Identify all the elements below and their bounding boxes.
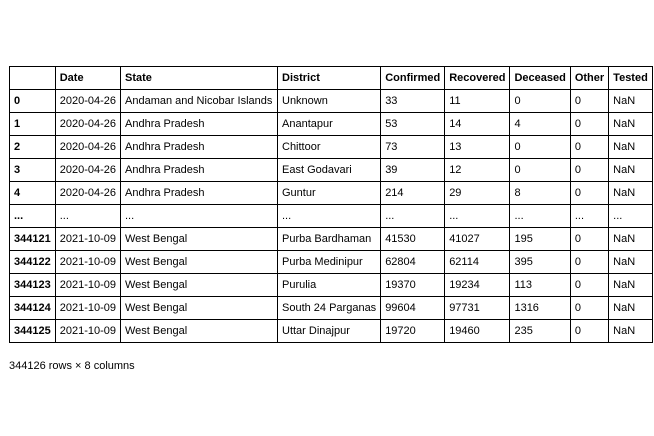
cell-other: 0 [570,182,608,205]
cell-recovered: ... [445,205,510,228]
column-header-district: District [278,67,381,90]
cell-recovered: 41027 [445,228,510,251]
cell-other: 0 [570,274,608,297]
cell-date: ... [55,205,120,228]
row-index-cell: 4 [10,182,56,205]
cell-other: 0 [570,90,608,113]
cell-state: West Bengal [121,297,278,320]
table-row [10,113,653,136]
cell-deceased: 4 [510,113,570,136]
cell-district: Chittoor [278,136,381,159]
cell-date: 2020-04-26 [55,136,120,159]
cell-confirmed: ... [381,205,445,228]
cell-other: 0 [570,228,608,251]
cell-district: Purulia [278,274,381,297]
cell-tested: ... [609,205,653,228]
table-row [10,159,653,182]
cell-district: ... [278,205,381,228]
column-header-confirmed: Confirmed [381,67,445,90]
cell-deceased: ... [510,205,570,228]
cell-recovered: 12 [445,159,510,182]
cell-confirmed: 41530 [381,228,445,251]
cell-tested: NaN [609,159,653,182]
cell-deceased: 1316 [510,297,570,320]
cell-recovered: 14 [445,113,510,136]
cell-recovered: 11 [445,90,510,113]
cell-deceased: 0 [510,136,570,159]
row-index-cell: 344122 [10,251,56,274]
row-index-cell: 2 [10,136,56,159]
cell-date: 2020-04-26 [55,182,120,205]
cell-date: 2021-10-09 [55,320,120,343]
cell-state: West Bengal [121,274,278,297]
column-header-state: State [121,67,278,90]
cell-state: Andhra Pradesh [121,113,278,136]
cell-state: Andhra Pradesh [121,182,278,205]
cell-deceased: 0 [510,159,570,182]
cell-other: ... [570,205,608,228]
cell-date: 2021-10-09 [55,251,120,274]
cell-district: East Godavari [278,159,381,182]
row-index-cell: 3 [10,159,56,182]
cell-date: 2021-10-09 [55,297,120,320]
cell-tested: NaN [609,274,653,297]
cell-tested: NaN [609,182,653,205]
table-row [10,182,653,205]
column-header-date: Date [55,67,120,90]
cell-confirmed: 33 [381,90,445,113]
cell-other: 0 [570,159,608,182]
cell-district: Purba Medinipur [278,251,381,274]
table-row [10,274,653,297]
cell-state: Andhra Pradesh [121,159,278,182]
cell-confirmed: 73 [381,136,445,159]
row-index-cell: 344124 [10,297,56,320]
row-index-cell: 1 [10,113,56,136]
cell-other: 0 [570,320,608,343]
dataframe-table [9,66,653,343]
cell-deceased: 195 [510,228,570,251]
cell-confirmed: 99604 [381,297,445,320]
cell-confirmed: 19720 [381,320,445,343]
cell-deceased: 0 [510,90,570,113]
cell-recovered: 13 [445,136,510,159]
cell-deceased: 113 [510,274,570,297]
row-index-cell: 344121 [10,228,56,251]
cell-confirmed: 19370 [381,274,445,297]
cell-date: 2021-10-09 [55,228,120,251]
cell-tested: NaN [609,251,653,274]
cell-district: Anantapur [278,113,381,136]
column-header-deceased: Deceased [510,67,570,90]
table-row [10,136,653,159]
cell-date: 2020-04-26 [55,113,120,136]
cell-state: West Bengal [121,251,278,274]
row-index-cell: ... [10,205,56,228]
cell-deceased: 395 [510,251,570,274]
table-body [10,90,653,343]
cell-state: ... [121,205,278,228]
cell-district: Purba Bardhaman [278,228,381,251]
cell-state: West Bengal [121,228,278,251]
row-index-cell: 0 [10,90,56,113]
table-row [10,297,653,320]
cell-district: South 24 Parganas [278,297,381,320]
cell-recovered: 97731 [445,297,510,320]
cell-date: 2021-10-09 [55,274,120,297]
cell-other: 0 [570,136,608,159]
cell-tested: NaN [609,90,653,113]
cell-recovered: 19234 [445,274,510,297]
cell-other: 0 [570,113,608,136]
cell-tested: NaN [609,113,653,136]
cell-date: 2020-04-26 [55,90,120,113]
cell-tested: NaN [609,297,653,320]
cell-state: Andhra Pradesh [121,136,278,159]
table-row [10,205,653,228]
cell-state: Andaman and Nicobar Islands [121,90,278,113]
dataframe-shape-summary: 344126 rows × 8 columns [9,360,135,372]
cell-deceased: 235 [510,320,570,343]
column-header-tested: Tested [609,67,653,90]
cell-date: 2020-04-26 [55,159,120,182]
index-header [10,67,56,90]
table-row [10,228,653,251]
cell-district: Uttar Dinajpur [278,320,381,343]
column-header-other: Other [570,67,608,90]
table-row [10,90,653,113]
cell-confirmed: 214 [381,182,445,205]
cell-tested: NaN [609,136,653,159]
cell-other: 0 [570,297,608,320]
cell-tested: NaN [609,320,653,343]
cell-state: West Bengal [121,320,278,343]
table-row [10,320,653,343]
cell-tested: NaN [609,228,653,251]
column-header-recovered: Recovered [445,67,510,90]
cell-confirmed: 53 [381,113,445,136]
cell-district: Unknown [278,90,381,113]
row-index-cell: 344125 [10,320,56,343]
cell-confirmed: 62804 [381,251,445,274]
cell-deceased: 8 [510,182,570,205]
cell-confirmed: 39 [381,159,445,182]
cell-district: Guntur [278,182,381,205]
header-row [10,67,653,90]
cell-other: 0 [570,251,608,274]
cell-recovered: 19460 [445,320,510,343]
cell-recovered: 29 [445,182,510,205]
table-row [10,251,653,274]
row-index-cell: 344123 [10,274,56,297]
cell-recovered: 62114 [445,251,510,274]
